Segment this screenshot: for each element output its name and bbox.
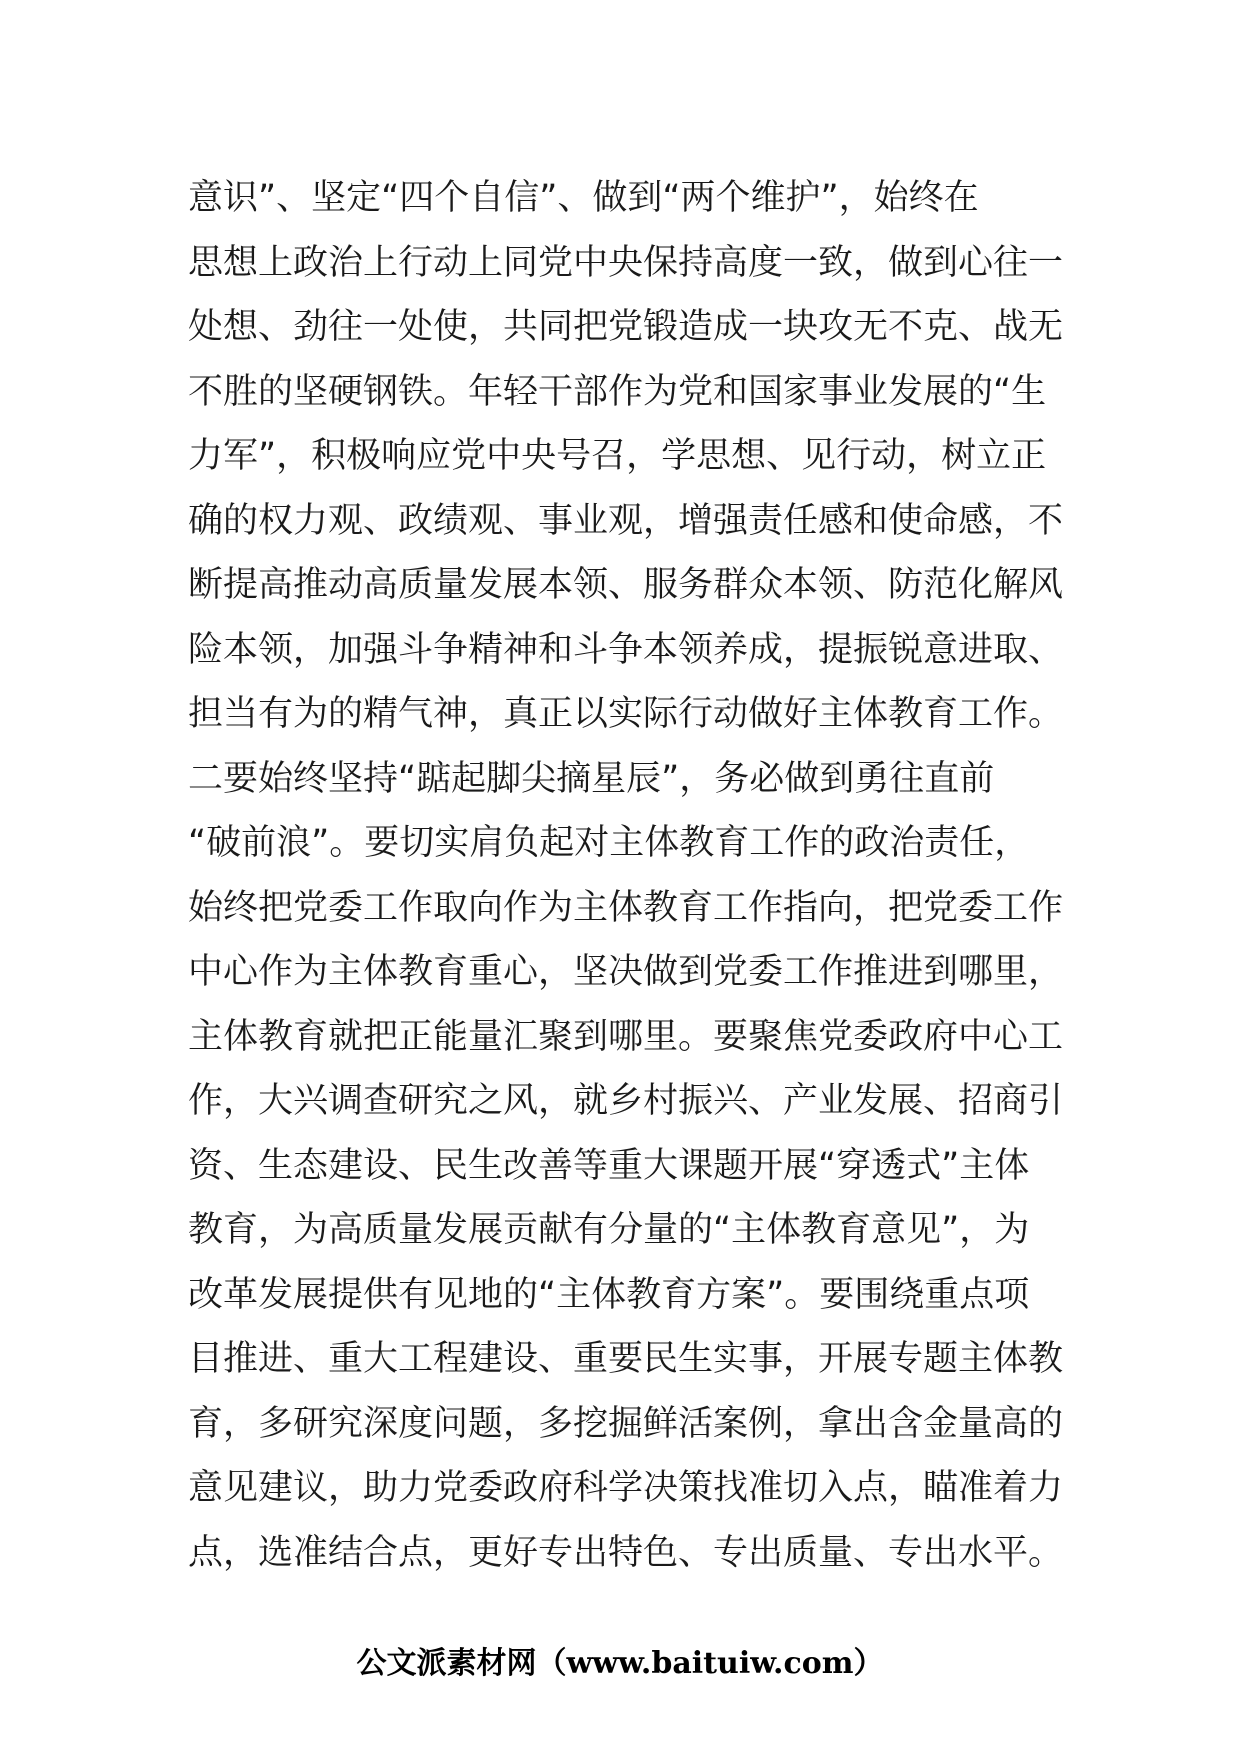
text-line: 始终把党委工作取向作为主体教育工作指向，把党委工作 (188, 887, 1064, 928)
text-line: 险本领，加强斗争精神和斗争本领养成，提振锐意进取、 (188, 629, 1064, 670)
text-line: 确的权力观、政绩观、事业观，增强责任感和使命感，不 (188, 500, 1064, 541)
text-line: 育，多研究深度问题，多挖掘鲜活案例，拿出含金量高的 (188, 1403, 1064, 1444)
text-line: 作，大兴调查研究之风，就乡村振兴、产业发展、招商引 (188, 1081, 1064, 1121)
text-line: 意见建议，助力党委政府科学决策找准切入点，瞄准着力 (188, 1468, 1064, 1508)
text-line: 力军”，积极响应党中央号召，学思想、见行动，树立正 (188, 436, 1047, 476)
text-line: “破前浪”。要切实肩负起对主体教育工作的政治责任， (188, 823, 1030, 863)
text-line: 目推进、重大工程建设、重要民生实事，开展专题主体教 (188, 1339, 1064, 1379)
text-line: 改革发展提供有见地的“主体教育方案”。要围绕重点项 (188, 1274, 1030, 1315)
text-line: 教育，为高质量发展贡献有分量的“主体教育意见”，为 (188, 1210, 1030, 1250)
text-line: 处想、劲往一处使，共同把党锻造成一块攻无不克、战无 (188, 307, 1064, 347)
text-line: 断提高推动高质量发展本领、服务群众本领、防范化解风 (188, 565, 1064, 605)
text-line: 主体教育就把正能量汇聚到哪里。要聚焦党委政府中心工 (188, 1016, 1064, 1057)
text-line: 点，选准结合点，更好专出特色、专出质量、专出水平。 (188, 1532, 1064, 1573)
footer-watermark: 公文派素材网（www.baituiw.com） (356, 1646, 884, 1681)
text-line: 资、生态建设、民生改善等重大课题开展“穿透式”主体 (188, 1145, 1030, 1186)
text-line: 不胜的坚硬钢铁。年轻干部作为党和国家事业发展的“生 (188, 371, 1047, 412)
text-line: 意识”、坚定“四个自信”、做到“两个维护”，始终在 (188, 178, 979, 218)
text-line: 担当有为的精气神，真正以实际行动做好主体教育工作。 (188, 694, 1064, 734)
body-text (188, 166, 1068, 1585)
text-line: 思想上政治上行动上同党中央保持高度一致，做到心往一 (188, 242, 1064, 283)
text-line: 中心作为主体教育重心，坚决做到党委工作推进到哪里， (188, 952, 1064, 992)
text-line: 二要始终坚持“踮起脚尖摘星辰”，务必做到勇往直前 (188, 758, 995, 799)
